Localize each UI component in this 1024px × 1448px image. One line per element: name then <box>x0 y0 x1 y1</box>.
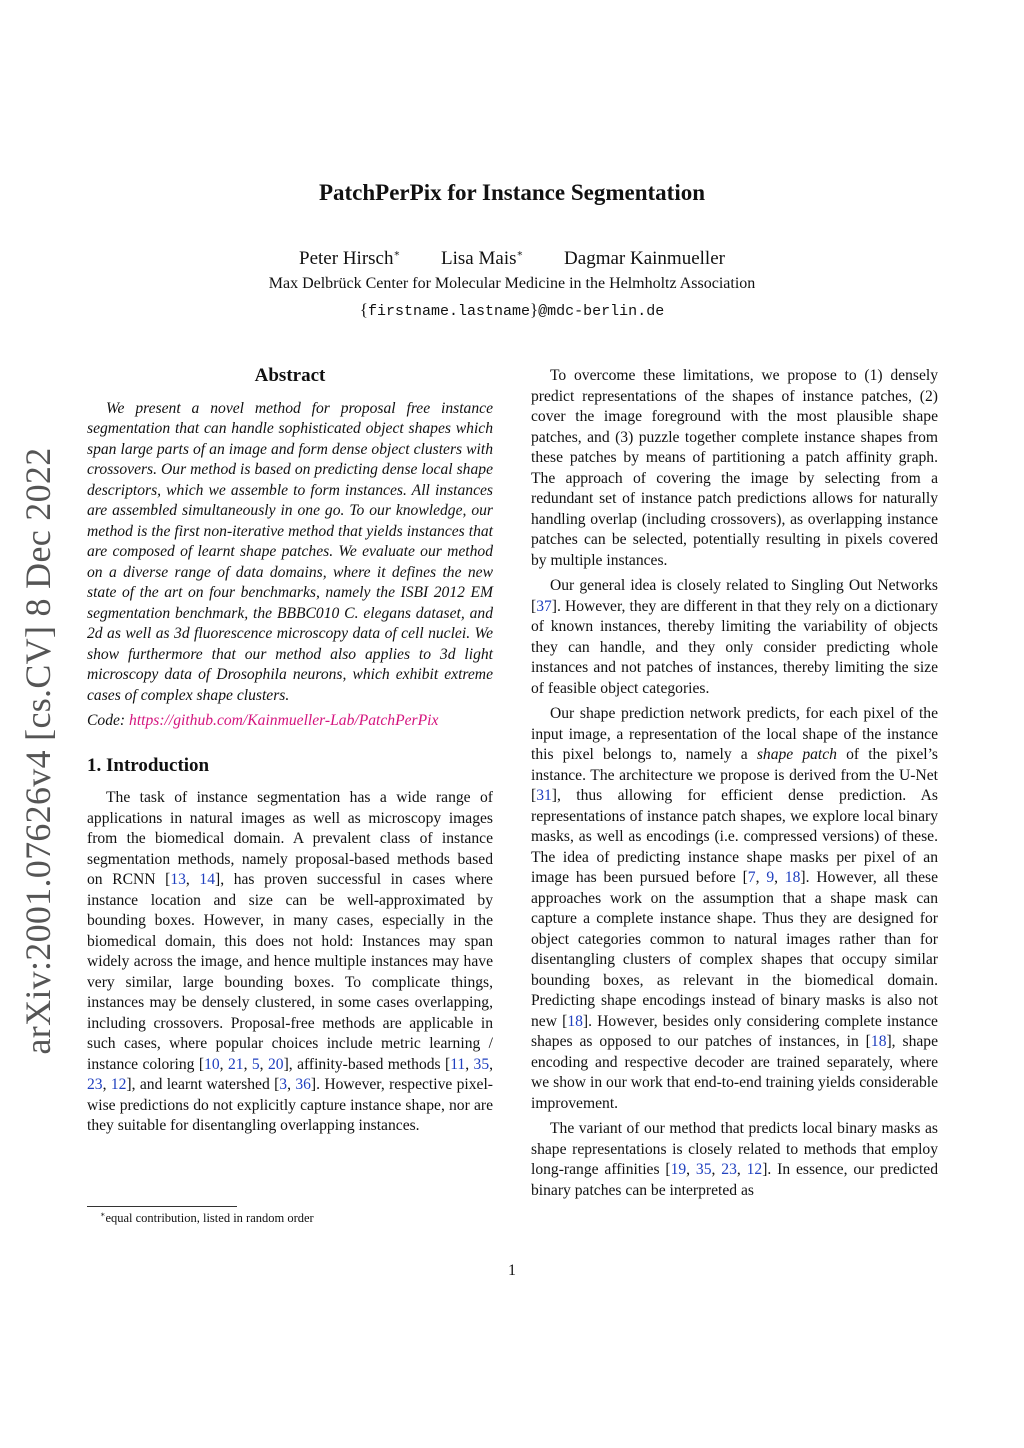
citation-link[interactable]: 35 <box>695 1161 712 1178</box>
citation-link[interactable]: 36 <box>295 1076 311 1093</box>
right-column <box>531 366 938 1206</box>
citation-link[interactable]: 7 <box>747 869 756 886</box>
arxiv-stamp: arXiv:2001.07626v4 [cs.CV] 8 Dec 2022 <box>18 447 58 1055</box>
footnote: ∗equal contribution, listed in random order <box>100 1210 314 1226</box>
body-paragraph: The variant of our method that predicts local binary masks as shape representations is closely related to methods that employ long-range affinities [19, 35, 23, 12]. In essence, our predicted binary patches can be interpreted as <box>531 1120 938 1199</box>
citation-link[interactable]: 14 <box>199 871 215 888</box>
citation-link[interactable]: 18 <box>784 869 801 886</box>
citation-link[interactable]: 10 <box>204 1055 220 1073</box>
citation-link[interactable]: 23 <box>87 1076 103 1093</box>
citation-link[interactable]: 13 <box>170 871 186 888</box>
code-line: Code: https://github.com/Kainmueller-Lab/PatchPerPix <box>87 712 439 729</box>
citation-link[interactable]: 12 <box>110 1076 127 1093</box>
author-list <box>0 248 1024 270</box>
author: Dagmar Kainmueller <box>564 248 725 269</box>
body-paragraph: Our shape prediction network predicts, for each pixel of the input image, a representation of the local shape of the instance this pixel belongs to, namely a shape patch of the pixel’s instance. The architecture we propose is derived from the U-Net [31], thus allowing for efficient dense prediction. As representations of instance patch shapes, we explore local binary masks, as well as encodings (i.e. compressed versions) of these. The idea of predicting instance shape masks per pixel of an image has been pursued before [7, 9, 18]. However, all these approaches work on the assumption that a shape mask can capture a complete instance shape. Thus they are designed for object categories common to natural images rather than for disentangling clusters of complex shapes that occupy similar bounding boxes, as relevant in the biomedical domain. Predicting shape encodings instead of binary masks is also not new [18]. However, besides only considering complete instance shapes as opposed to our patches of instances, in [18], shape encoding and respective decoder are trained separately, where we show in our work that end-to-end training yields considerable improvement. <box>531 705 939 1112</box>
citation-link[interactable]: 3 <box>279 1076 288 1093</box>
body-paragraph: Our general idea is closely related to Singling Out Networks [37]. However, they are different in that they rely on a dictionary of known instances, thereby limiting the variability of objects they can handle, and they only consider predicting whole instances and not patches of instances, thereby limiting the size of feasible object categories. <box>531 577 938 697</box>
citation-link[interactable]: 19 <box>670 1161 687 1178</box>
citation-link[interactable]: 21 <box>227 1055 244 1073</box>
left-column <box>87 366 493 1142</box>
abstract-heading: Abstract <box>254 365 326 386</box>
citation-link[interactable]: 5 <box>251 1055 260 1073</box>
abstract-text: We present a novel method for proposal free instance segmentation that can handle sophisticated object shapes which span large parts of an image and form dense object clusters with crossovers. Our method is based on predicting dense local shape descriptors, which we assemble to form instances. All instances are assembled simultaneously in one go. To our knowledge, our method is the first non-iterative method that yields instances that are composed of learnt shape patches. We evaluate our method on a diverse range of data domains, where it defines the new state of the art on four benchmarks, namely the ISBI 2012 EM segmentation benchmark, the BBBC010 C. elegans dataset, and 2d as well as 3d fluorescence microscopy data of cell nuclei. We show furthermore that our method also applies to 3d light microscopy data of Drosophila neurons, which exhibit extreme cases of complex shape clusters. <box>87 399 493 704</box>
citation-link[interactable]: 31 <box>536 787 552 804</box>
author: Lisa Mais∗ <box>441 248 524 269</box>
abstract <box>87 399 493 732</box>
citation-link[interactable]: 18 <box>870 1033 887 1050</box>
paper-title: PatchPerPix for Instance Segmentation <box>318 180 706 205</box>
body-paragraph: To overcome these limitations, we propose to (1) densely predict representations of the shapes of instance patches, (2) cover the image foreground with the most plausible shape patches, and (3) puzzle together complete instance shapes from these patches by means of partitioning a patch affinity graph. The approach of covering the image by selecting from a redundant set of instance patch predictions allows for naturally handling overlap (including crossovers), as overlapping instance patches can be selected, potentially resulting in pixels covered by multiple instances. <box>531 367 938 569</box>
citation-link[interactable]: 11 <box>450 1055 466 1073</box>
citation-link[interactable]: 9 <box>766 869 775 886</box>
intro-paragraph: The task of instance segmentation has a wide range of applications in natural images as well as microscopy images from the biomedical domain. A prevalent class of instance segmentation methods, namely proposal-based methods based on RCNN [13, 14], has proven successful in cases where instance location and size can be well-approximated by bounding boxes. However, in many cases, especially in the biomedical domain, this does not hold: Instances may span widely across the image, and hence multiple instances may have very similar, large bounding boxes. To complicate things, instances may be densely clustered, in some cases overlapping, including crossovers. Proposal-free methods are applicable in such cases, where popular choices include metric learning / instance coloring [10, 21, 5, 20], affinity-based methods [11, 35, 23, 12], and learnt watershed [3, 36]. However, respective pixel-wise predictions do not explicitly capture instance shape, nor are they suitable for disentangling overlapping instances. <box>87 789 494 1134</box>
author: Peter Hirsch∗ <box>299 248 401 269</box>
affiliation: Max Delbrück Center for Molecular Medicine in the Helmholtz Association <box>268 275 756 292</box>
code-link[interactable]: https://github.com/Kainmueller-Lab/PatchPerPix <box>129 712 439 729</box>
citation-link[interactable]: 35 <box>473 1055 490 1073</box>
footnote-rule <box>87 1206 237 1207</box>
citation-link[interactable]: 18 <box>567 1012 583 1030</box>
page-number: 1 <box>508 1262 516 1279</box>
citation-link[interactable]: 37 <box>536 597 552 615</box>
citation-link[interactable]: 23 <box>721 1161 737 1178</box>
email: {firstname.lastname}@mdc-berlin.de <box>359 300 665 320</box>
section-heading: 1. Introduction <box>87 754 210 776</box>
citation-link[interactable]: 20 <box>267 1055 284 1073</box>
citation-link[interactable]: 12 <box>746 1161 763 1178</box>
